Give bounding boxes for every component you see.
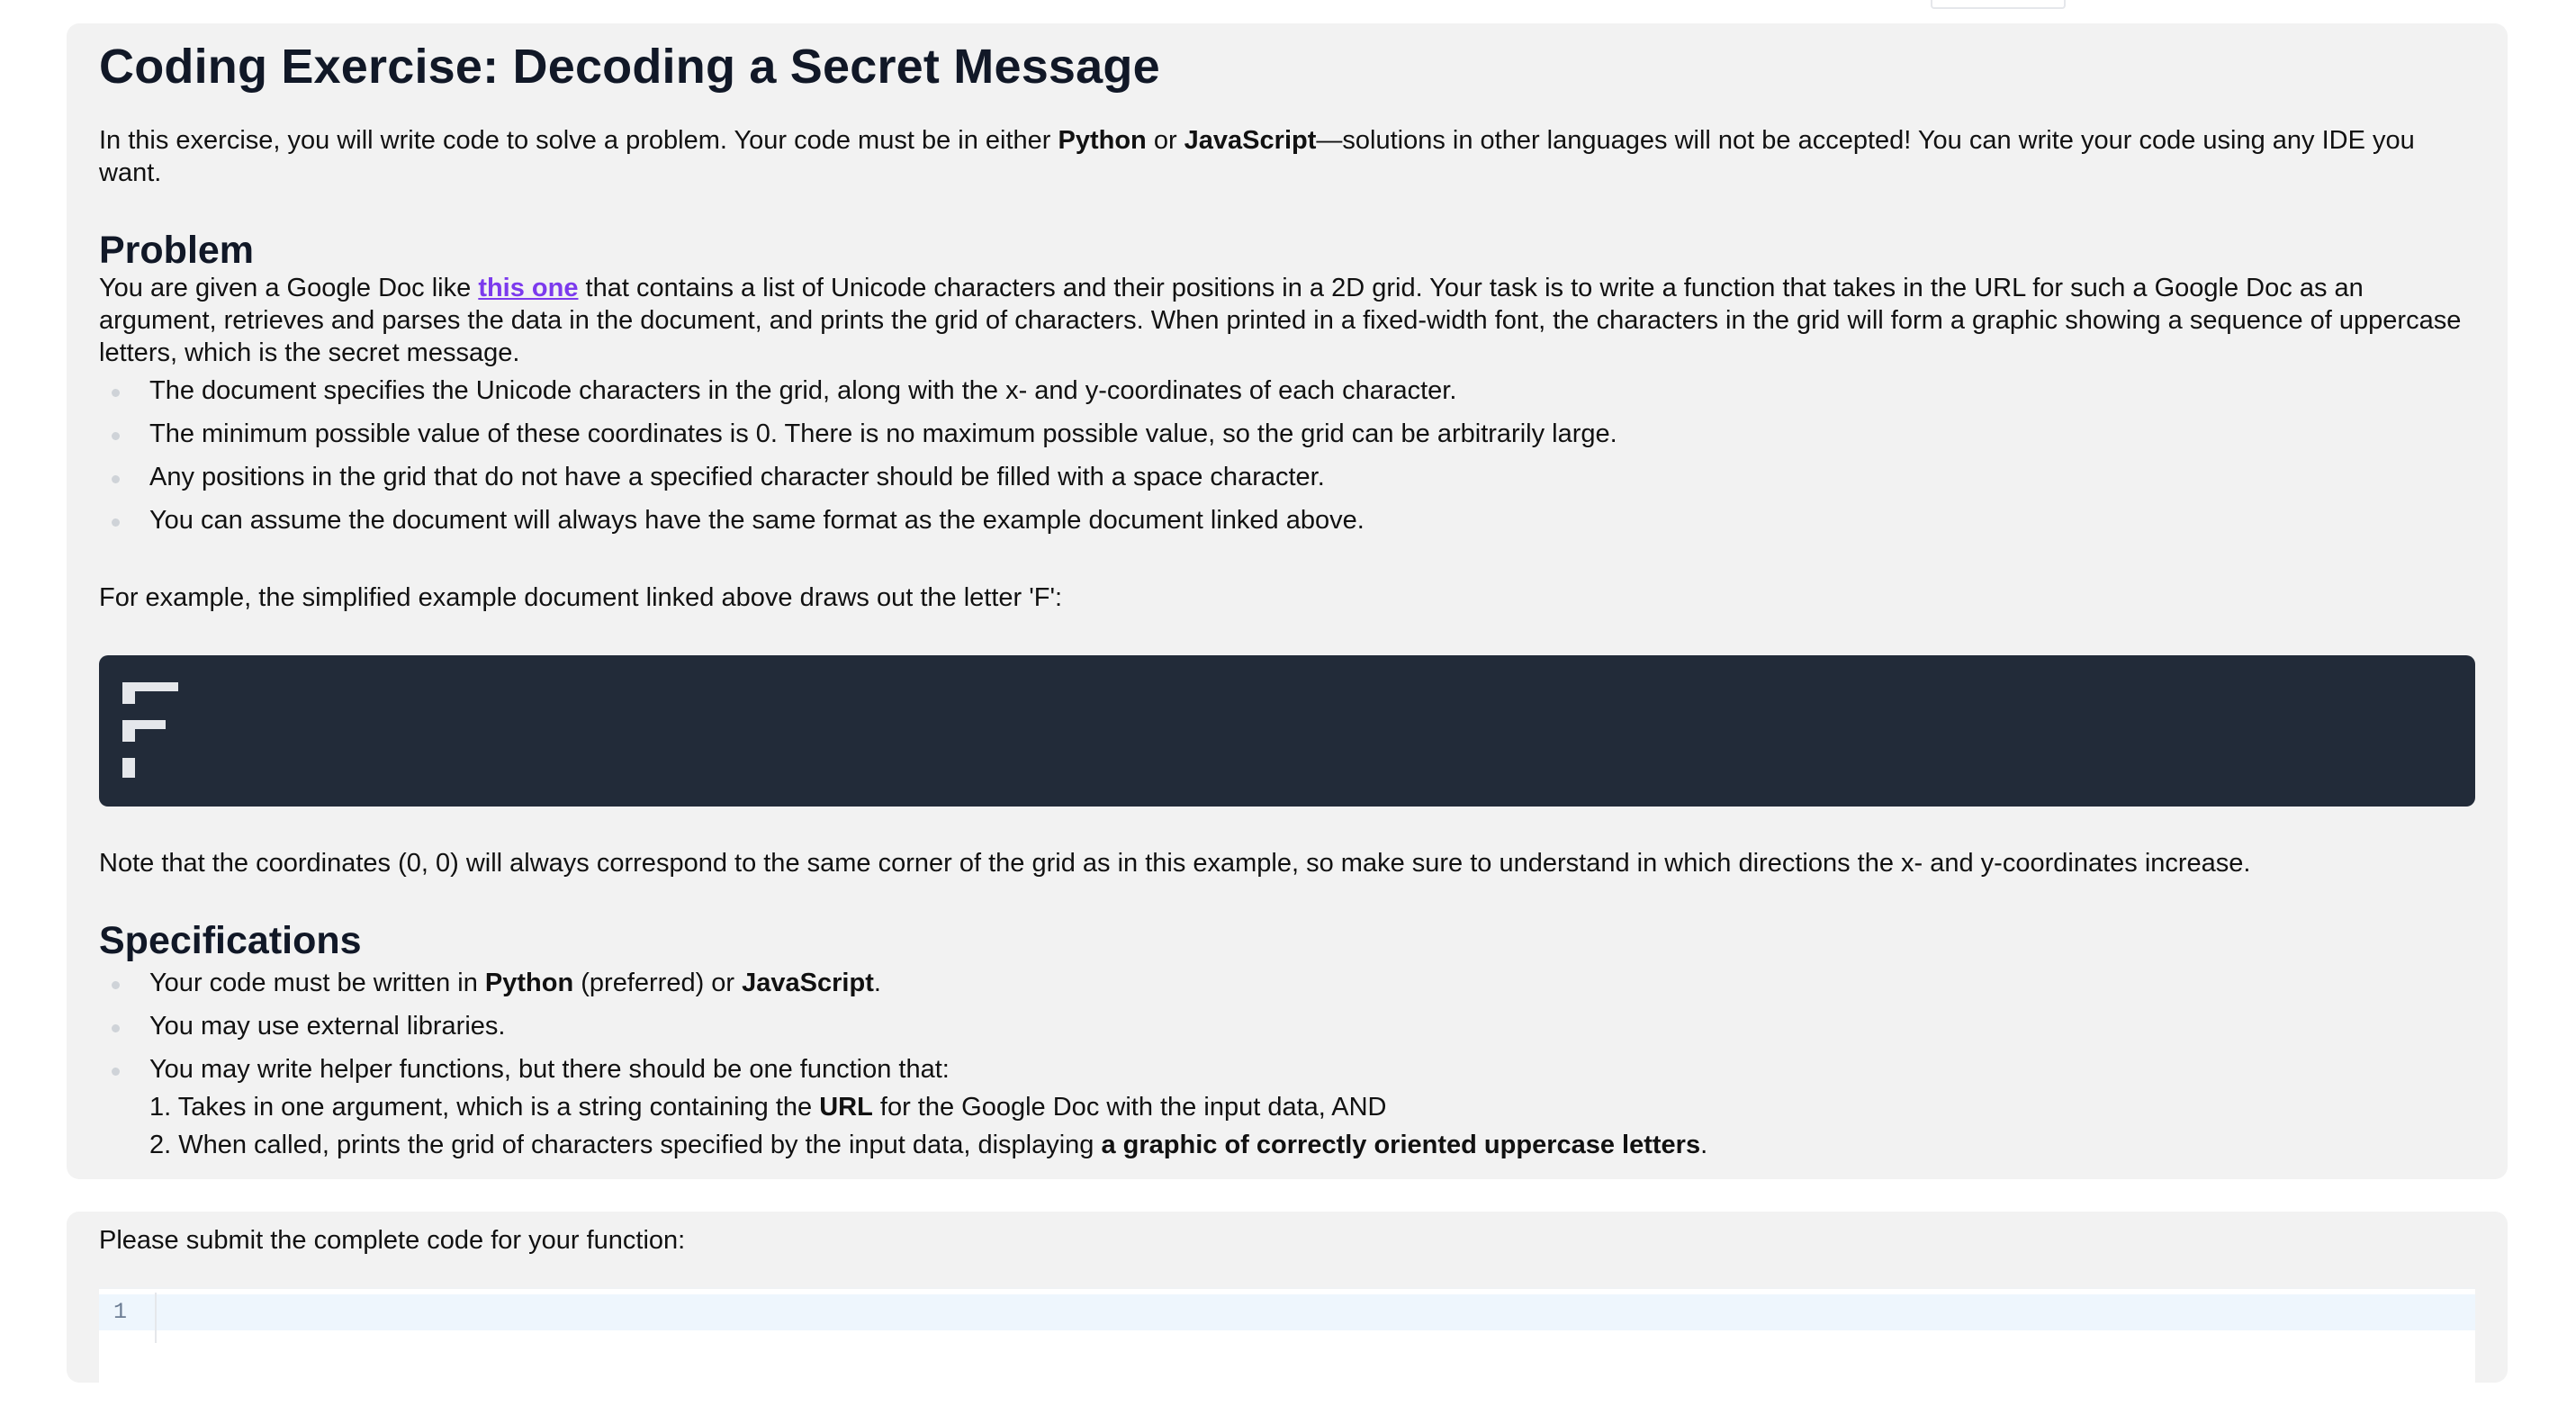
submission-card [67, 1212, 2508, 1383]
spec-text: (preferred) or [573, 969, 743, 997]
step-text: 1. Takes in one argument, which is a string containing the [149, 1093, 820, 1122]
problem-paragraph [99, 272, 2475, 369]
list-item [99, 461, 2475, 493]
bullet-dot [112, 389, 120, 397]
list-item [149, 1129, 2475, 1161]
intro-text-1: In this exercise, you will write code to solve a problem. Your code must be in either [99, 126, 1058, 155]
gutter-divider [155, 1293, 157, 1343]
step-text: . [1700, 1131, 1708, 1159]
spec-text: You may write helper functions, but there should be one function that: [149, 1055, 950, 1084]
spec-text: You may use external libraries. [149, 1012, 506, 1041]
problem-bullet-text: The minimum possible value of these coordinates is 0. There is no maximum possible value, so the grid can be arbitrarily large. [149, 419, 1617, 448]
bullet-dot [112, 981, 120, 989]
note-paragraph: Note that the coordinates (0, 0) will always correspond to the same corner of the grid as in this example, so make sure to understand in which directions the x- and y-coordinates increase. [99, 849, 2251, 878]
spec-javascript: JavaScript [742, 969, 874, 997]
problem-bullet-list [99, 374, 2475, 547]
intro-text-2: —solutions in other languages will not be accepted! You can write your code using any IDE you want. [99, 126, 2415, 187]
problem-bullet-text: The document specifies the Unicode characters in the grid, along with the x- and y-coordinates of each character. [149, 376, 1457, 405]
example-paragraph: For example, the simplified example document linked above draws out the letter 'F': [99, 583, 1063, 612]
function-requirements-list [149, 1091, 2475, 1161]
bullet-dot [112, 475, 120, 483]
exercise-card [67, 23, 2508, 1179]
list-item [99, 1053, 2475, 1161]
example-output-block [99, 655, 2475, 807]
step-bold: URL [819, 1093, 873, 1122]
top-toolbar-tab[interactable] [1931, 0, 2066, 9]
spec-python: Python [484, 969, 574, 997]
intro-or: or [1146, 126, 1184, 155]
problem-bullet-text: Any positions in the grid that do not have a specified character should be filled with a space character. [149, 463, 1325, 491]
intro-paragraph [99, 124, 2475, 189]
specifications-heading: Specifications [99, 919, 362, 962]
list-item [149, 1091, 2475, 1123]
bullet-dot [112, 432, 120, 440]
page-title: Coding Exercise: Decoding a Secret Message [99, 40, 1160, 94]
submission-prompt: Please submit the complete code for your function: [99, 1226, 686, 1255]
code-input[interactable] [164, 1294, 2468, 1330]
letter-f-graphic [122, 682, 180, 790]
step-bold: a graphic of correctly oriented uppercase letters [1101, 1131, 1701, 1159]
step-text: 2. When called, prints the grid of characters specified by the input data, displaying [149, 1131, 1102, 1159]
list-item [99, 418, 2475, 450]
line-number: 1 [113, 1299, 128, 1325]
spec-text: Your code must be written in [149, 969, 485, 997]
specifications-bullet-list [99, 967, 2475, 1172]
bullet-dot [112, 518, 120, 527]
problem-text-after-link: that contains a list of Unicode characters and their positions in a 2D grid. Your task is to write a function that takes in the URL for such a Google Doc as an argument, retrieves and parses the data in the document, and prints the grid of characters. When printed in a fixed-width font, the characters in the grid will form a graphic showing a sequence of uppercase letters, which is the secret message. [99, 274, 2462, 367]
list-item [99, 504, 2475, 536]
intro-javascript: JavaScript [1184, 126, 1317, 155]
intro-python: Python [1058, 126, 1147, 155]
bullet-dot [112, 1068, 120, 1076]
list-item [99, 967, 2475, 999]
list-item [99, 374, 2475, 407]
problem-bullet-text: You can assume the document will always have the same format as the example document linked above. [149, 506, 1365, 535]
spec-text: . [873, 969, 881, 997]
code-editor[interactable] [99, 1287, 2475, 1415]
bullet-dot [112, 1024, 120, 1032]
example-doc-link[interactable]: this one [478, 274, 579, 302]
problem-text-before-link: You are given a Google Doc like [99, 274, 479, 302]
problem-heading: Problem [99, 229, 255, 272]
list-item [99, 1010, 2475, 1042]
step-text: for the Google Doc with the input data, AND [872, 1093, 1387, 1122]
